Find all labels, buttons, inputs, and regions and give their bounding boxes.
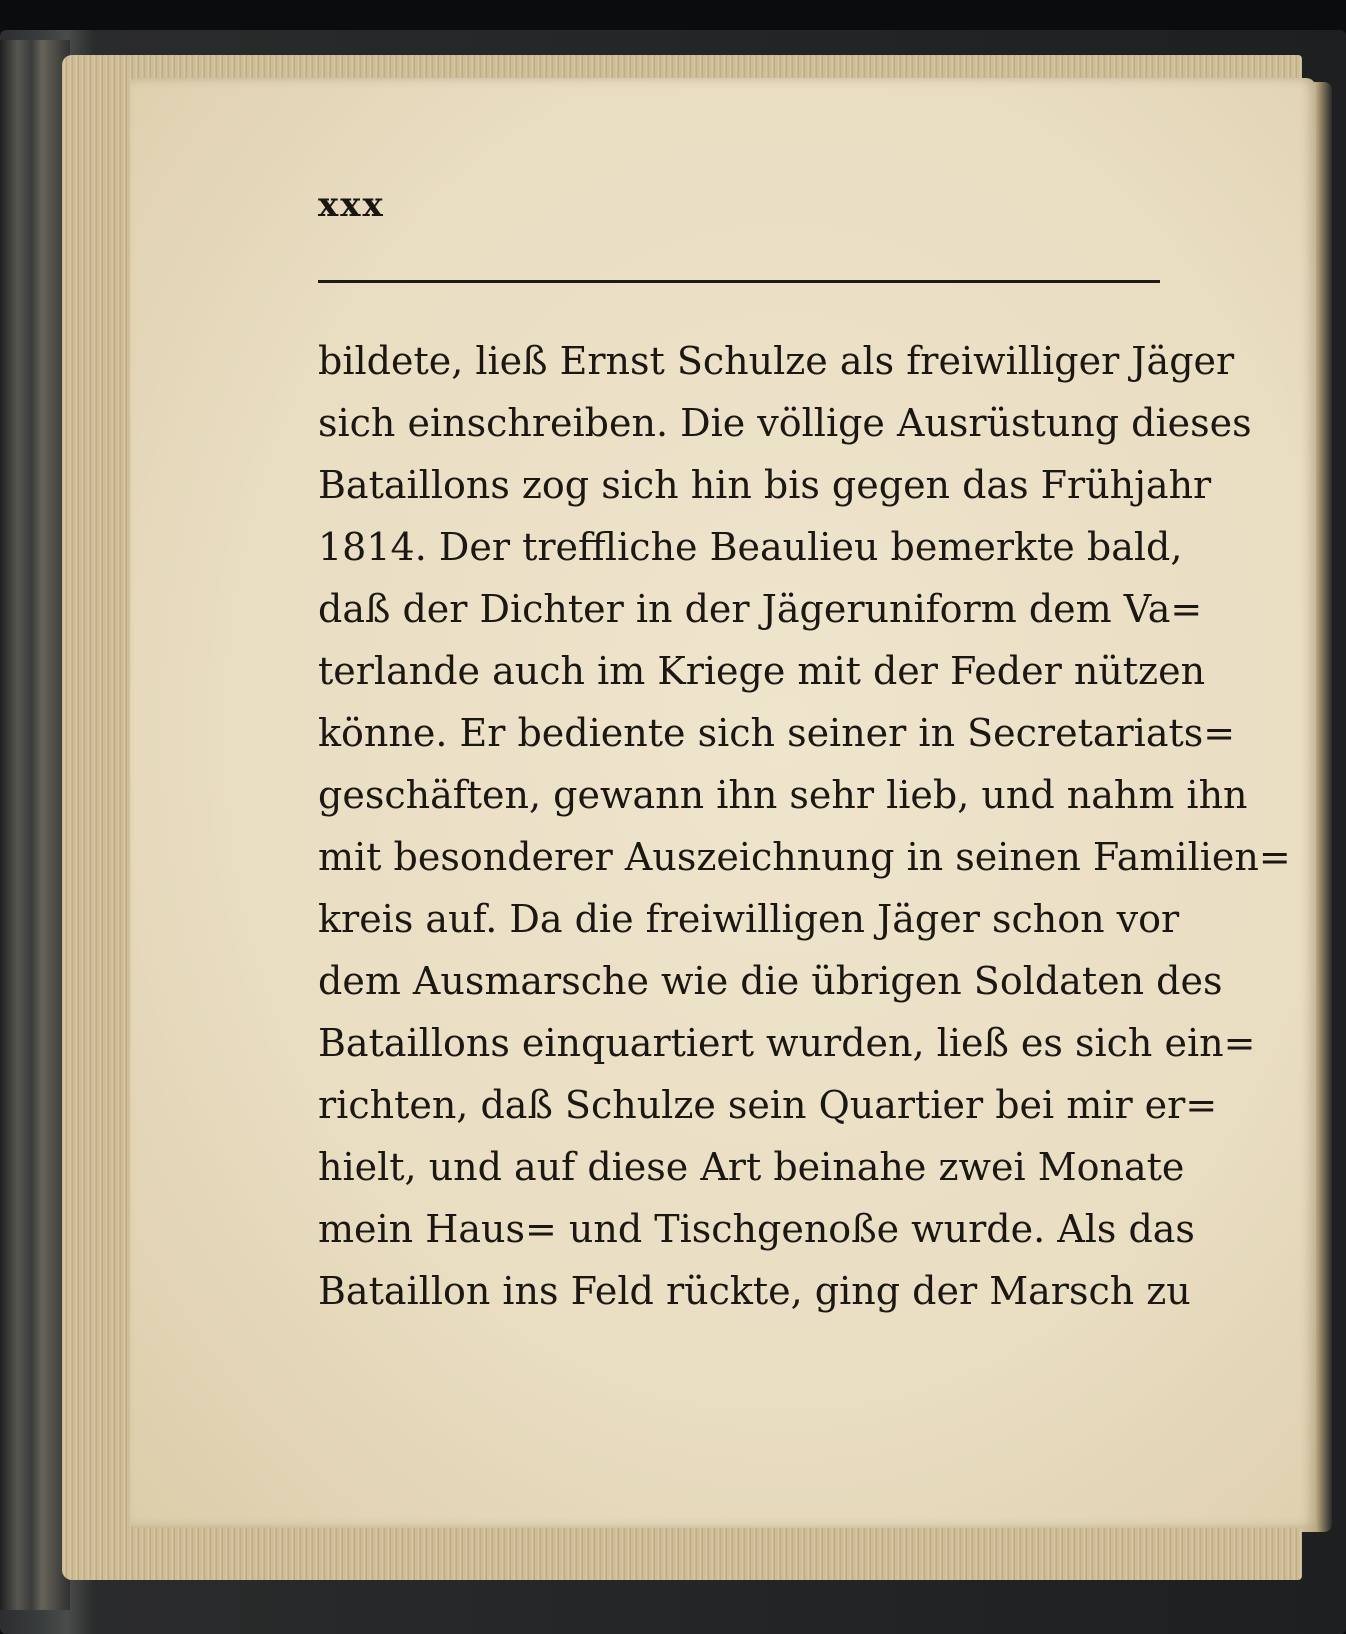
text-line: richten, daß Schulze sein Quartier bei mir er= (318, 1083, 1218, 1127)
text-line: geschäften, gewann ihn sehr lieb, und nahm ihn (318, 773, 1248, 817)
book-spine (0, 40, 70, 1610)
text-line: dem Ausmarsche wie die übrigen Soldaten des (318, 959, 1223, 1003)
text-line: Bataillons einquartiert wurden, ließ es sich ein= (318, 1021, 1256, 1065)
text-line: kreis auf. Da die freiwilligen Jäger schon vor (318, 897, 1180, 941)
text-line: sich einschreiben. Die völlige Ausrüstung dieses (318, 401, 1252, 445)
text-line: daß der Dichter in der Jägeruniform dem Va= (318, 587, 1203, 631)
text-line: mit besonderer Auszeichnung in seinen Familien= (318, 835, 1291, 879)
page-number: xxx (318, 185, 385, 225)
text-line: Bataillons zog sich hin bis gegen das Frühjahr (318, 463, 1212, 507)
text-line: 1814. Der treffliche Beaulieu bemerkte bald, (318, 525, 1183, 569)
text-line: hielt, und auf diese Art beinahe zwei Monate (318, 1145, 1185, 1189)
header-rule (318, 280, 1160, 283)
body-text (318, 330, 1291, 1322)
text-line: bildete, ließ Ernst Schulze als freiwilliger Jäger (318, 339, 1235, 383)
text-line: Bataillon ins Feld rückte, ging der Marsch zu (318, 1269, 1191, 1313)
text-line: terlande auch im Kriege mit der Feder nützen (318, 649, 1206, 693)
text-line: könne. Er bediente sich seiner in Secretariats= (318, 711, 1236, 755)
text-line: mein Haus= und Tischgenoße wurde. Als das (318, 1207, 1195, 1251)
